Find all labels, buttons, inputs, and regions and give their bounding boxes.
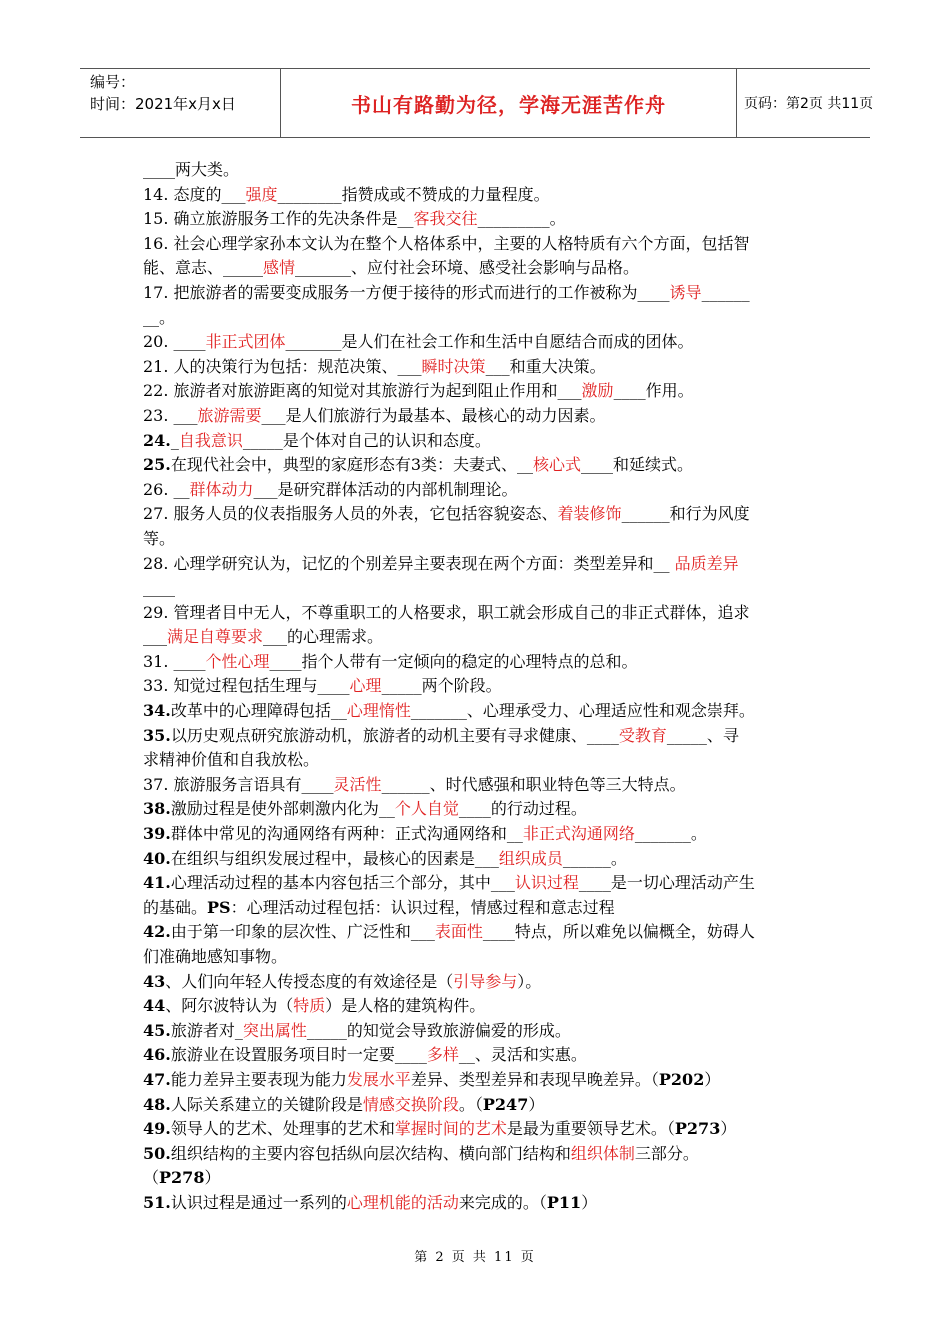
document-date: 时间：2021年x月x日 <box>90 95 236 113</box>
line-text: 旅游者对_ <box>170 1020 243 1040</box>
line-text: 14. 态度的___ <box>143 184 246 204</box>
text-line <box>143 822 813 847</box>
line-text: ______ <box>701 282 750 302</box>
line-text: 31. ____ <box>143 651 206 671</box>
line-text: ____是一切心理活动产生 <box>578 873 755 893</box>
line-text: 在现代社会中，典型的家庭形态有3类：夫妻式、__ <box>170 455 534 475</box>
line-text: P11 <box>546 1192 582 1212</box>
text-line <box>143 625 813 650</box>
text-line <box>143 724 813 749</box>
text-line <box>143 1019 813 1044</box>
line-text: 改革中的心理障碍包括__ <box>170 701 347 721</box>
line-text: ______、时代感强和职业特色等三大特点。 <box>381 774 686 794</box>
line-text: P273 <box>674 1119 721 1139</box>
answer-text: 瞬时决策 <box>421 356 486 376</box>
answer-text: 心理机能的活动 <box>346 1192 459 1212</box>
line-text: _____的知觉会导致旅游偏爱的形成。 <box>306 1020 571 1040</box>
document-number: 编号： <box>90 73 136 91</box>
line-text: 来完成的。（ <box>458 1192 547 1212</box>
line-text: ____和延续式。 <box>581 455 694 475</box>
text-line <box>143 748 813 773</box>
line-text: 能力差异主要表现为能力 <box>170 1069 347 1089</box>
line-text: ______和行为风度 <box>621 504 750 524</box>
line-text: 37. 旅游服务言语具有____ <box>143 774 334 794</box>
answer-text: 诱导 <box>669 282 702 302</box>
line-text: 求精神价值和自我放松。 <box>143 750 320 770</box>
header-motto: 书山有路勤为径，学海无涯苦作舟 <box>351 92 666 117</box>
text-line <box>143 306 813 331</box>
answer-text: 感情 <box>263 258 296 278</box>
line-text: 49. <box>143 1119 171 1139</box>
answer-text: 受教育 <box>618 725 667 745</box>
text-line <box>143 576 813 601</box>
text-line <box>143 527 813 552</box>
page-header <box>80 68 874 138</box>
text-line <box>143 797 813 822</box>
line-text: ） <box>528 1094 545 1114</box>
line-text: PS <box>207 897 231 917</box>
line-text: 认识过程是通过一系列的 <box>170 1192 347 1212</box>
line-text: 47. <box>143 1069 171 1089</box>
answer-text: 特质 <box>293 996 326 1016</box>
line-text: 在组织与组织发展过程中，最核心的因素是___ <box>170 848 499 868</box>
answer-text: 非正式沟通网络 <box>522 824 635 844</box>
text-line <box>143 355 813 380</box>
line-text: __、灵活和实惠。 <box>458 1045 587 1065</box>
line-text: 40. <box>143 848 171 868</box>
line-text: ____ <box>143 578 175 598</box>
text-line <box>143 453 813 478</box>
line-text: 29. 管理者目中无人，不尊重职工的人格要求，职工就会形成自己的非正式群体，追求 <box>143 602 750 622</box>
line-text: P202 <box>658 1069 705 1089</box>
line-text: 17. 把旅游者的需要变成服务一方便于接待的形式而进行的工作被称为____ <box>143 282 670 302</box>
answer-text: 掌握时间的艺术 <box>394 1119 507 1139</box>
line-text: ____特点，所以难免以偏概全，妨碍人 <box>482 922 755 942</box>
line-text: ________指赞成或不赞成的力量程度。 <box>277 184 550 204</box>
line-text: 42. <box>143 922 171 942</box>
line-text: 旅游业在设置服务项目时一定要____ <box>170 1045 427 1065</box>
text-line <box>143 281 813 306</box>
line-text: _______是人们在社会工作和生活中自愿结合而成的团体。 <box>285 332 694 352</box>
text-line <box>143 896 813 921</box>
text-line <box>143 1166 813 1191</box>
text-line <box>143 970 813 995</box>
line-text: 15. 确立旅游服务工作的先决条件是__ <box>143 209 414 229</box>
line-text: _ <box>170 430 179 450</box>
answer-text: 满足自尊要求 <box>167 627 264 647</box>
line-text: 领导人的艺术、处理事的艺术和 <box>170 1119 395 1139</box>
answer-text: 客我交往 <box>413 209 478 229</box>
answer-text: 群体动力 <box>189 479 254 499</box>
line-text: 35. <box>143 725 171 745</box>
text-line <box>143 158 813 183</box>
line-text: 组织结构的主要内容包括纵向层次结构、横向部门结构和 <box>170 1143 571 1163</box>
line-text: 39. <box>143 824 171 844</box>
line-text: 激励过程是使外部刺激内化为__ <box>170 799 395 819</box>
line-text: 50. <box>143 1143 171 1163</box>
line-text: ：心理活动过程包括：认识过程，情感过程和意志过程 <box>230 897 615 917</box>
header-page-cell <box>736 69 878 137</box>
header-motto-cell <box>280 69 737 137</box>
line-text: 能、意志、_____ <box>143 258 264 278</box>
text-line <box>143 552 813 577</box>
line-text: ___的心理需求。 <box>263 627 384 647</box>
text-line <box>143 429 813 454</box>
line-text: 44 <box>143 996 166 1016</box>
page-footer <box>0 1246 950 1265</box>
line-text: 、人们向年轻人传授态度的有效途径是（ <box>165 971 454 991</box>
line-text: 23. ___ <box>143 405 198 425</box>
line-text: _____、寻 <box>666 725 739 745</box>
line-text: ___和重大决策。 <box>485 356 606 376</box>
line-text: 34. <box>143 701 171 721</box>
text-line <box>143 1068 813 1093</box>
answer-text: 多样 <box>426 1045 459 1065</box>
line-text: ____的行动过程。 <box>458 799 587 819</box>
answer-text: 心理惰性 <box>346 701 411 721</box>
header-meta <box>80 69 280 139</box>
footer-page-number: 第 2 页 共 11 页 <box>414 1250 536 1265</box>
line-text: 51. <box>143 1192 171 1212</box>
line-text: 38. <box>143 799 171 819</box>
text-line <box>143 773 813 798</box>
answer-text: 强度 <box>245 184 278 204</box>
text-line <box>143 232 813 257</box>
line-text: 心理活动过程的基本内容包括三个部分，其中___ <box>170 873 515 893</box>
line-text: ） <box>581 1192 598 1212</box>
text-line <box>143 1191 813 1216</box>
answer-text: 情感交换阶段 <box>362 1094 459 1114</box>
text-line <box>143 207 813 232</box>
line-text: ___是研究群体活动的内部机制理论。 <box>253 479 518 499</box>
answer-text: 发展水平 <box>346 1069 411 1089</box>
text-line <box>143 674 813 699</box>
answer-text: 灵活性 <box>333 774 382 794</box>
text-line <box>143 1093 813 1118</box>
line-text: P247 <box>482 1094 529 1114</box>
line-text: ）是人格的建筑构件。 <box>325 996 486 1016</box>
text-line <box>143 1043 813 1068</box>
line-text: 人际关系建立的关键阶段是 <box>170 1094 363 1114</box>
answer-text: 激励 <box>581 381 614 401</box>
line-text: ___是人们旅游行为最基本、最核心的动力因素。 <box>261 405 606 425</box>
answer-text: 组织体制 <box>570 1143 635 1163</box>
line-text: ） <box>720 1119 737 1139</box>
answer-text: 非正式团体 <box>205 332 286 352</box>
line-text: 的基础。 <box>143 897 208 917</box>
answer-text: 引导参与 <box>453 971 518 991</box>
line-text: _______、心理承受力、心理适应性和观念崇拜。 <box>410 701 755 721</box>
line-text: ）。 <box>517 971 542 991</box>
line-text: 、阿尔波特认为（ <box>165 996 294 1016</box>
line-text: 43 <box>143 971 166 991</box>
line-text: 是最为重要领导艺术。（ <box>506 1119 675 1139</box>
line-text: 群体中常见的沟通网络有两种：正式沟通网络和__ <box>170 824 523 844</box>
line-text: 25. <box>143 455 171 475</box>
text-line <box>143 404 813 429</box>
line-text: （ <box>143 1168 160 1188</box>
header-page-label: 页码：第2页 共11页 <box>744 96 874 112</box>
text-line <box>143 379 813 404</box>
text-line <box>143 699 813 724</box>
line-text: _______、应付社会环境、感受社会影响与品格。 <box>295 258 640 278</box>
text-line <box>143 1142 813 1167</box>
text-line <box>143 502 813 527</box>
line-text: ____指个人带有一定倾向的稳定的心理特点的总和。 <box>269 651 638 671</box>
answer-text: 旅游需要 <box>197 405 262 425</box>
answer-text: 自我意识 <box>178 430 243 450</box>
line-text: 们准确地感知事物。 <box>143 947 288 966</box>
text-line <box>143 183 813 208</box>
line-text: 46. <box>143 1045 171 1065</box>
answer-text: 突出属性 <box>242 1020 307 1040</box>
line-text: 28. 心理学研究认为，记忆的个别差异主要表现在两个方面：类型差异和__ <box>143 553 675 573</box>
line-text: ____作用。 <box>613 381 694 401</box>
line-text: 26. __ <box>143 479 190 499</box>
line-text: 20. ____ <box>143 332 206 352</box>
text-line <box>143 945 813 970</box>
line-text: ___ <box>143 627 167 647</box>
answer-text: 个性心理 <box>205 651 270 671</box>
line-text: ） <box>204 1168 221 1188</box>
text-line <box>143 330 813 355</box>
text-line <box>143 256 813 281</box>
text-line <box>143 994 813 1019</box>
line-text: 45. <box>143 1020 171 1040</box>
line-text: 三部分。 <box>634 1143 699 1163</box>
answer-text: 认识过程 <box>514 873 579 893</box>
line-text: ______。 <box>562 848 627 868</box>
text-line <box>143 871 813 896</box>
line-text: 由于第一印象的层次性、广泛性和___ <box>170 922 435 942</box>
text-line <box>143 650 813 675</box>
line-text: __。 <box>143 307 176 327</box>
line-text: P278 <box>159 1168 205 1188</box>
answer-text: 表面性 <box>434 922 483 942</box>
text-line <box>143 1117 813 1142</box>
line-text: 41. <box>143 873 171 893</box>
line-text: _____是个体对自己的认识和态度。 <box>242 430 491 450</box>
line-text: 以历史观点研究旅游动机，旅游者的动机主要有寻求健康、____ <box>170 725 619 745</box>
line-text: _______。 <box>634 824 707 844</box>
line-text: 27. 服务人员的仪表指服务人员的外表，它包括容貌姿态、 <box>143 504 558 524</box>
line-text: 33. 知觉过程包括生理与____ <box>143 676 350 696</box>
line-text: 差异、类型差异和表现早晚差异。（ <box>410 1069 659 1089</box>
line-text: 16. 社会心理学家孙本文认为在整个人格体系中，主要的人格特质有六个方面，包括智 <box>143 233 750 253</box>
line-text: ） <box>704 1069 721 1089</box>
answer-text: 着装修饰 <box>557 504 622 524</box>
answer-text: 心理 <box>349 676 382 696</box>
line-text: _____两个阶段。 <box>381 676 502 696</box>
answer-text: 组织成员 <box>498 848 563 868</box>
line-text: ____两大类。 <box>143 160 240 179</box>
document-body <box>143 158 813 1216</box>
line-text: 48. <box>143 1094 171 1114</box>
line-text: 。（ <box>458 1094 483 1114</box>
line-text: 21. 人的决策行为包括：规范决策、___ <box>143 356 422 376</box>
line-text: _________。 <box>477 209 566 229</box>
text-line <box>143 478 813 503</box>
answer-text: 品质差异 <box>674 553 739 573</box>
answer-text: 核心式 <box>533 455 582 475</box>
text-line <box>143 601 813 626</box>
line-text: 等。 <box>143 528 176 548</box>
line-text: 22. 旅游者对旅游距离的知觉对其旅游行为起到阻止作用和___ <box>143 381 582 401</box>
line-text: 24. <box>143 430 171 450</box>
text-line <box>143 920 813 945</box>
text-line <box>143 847 813 872</box>
answer-text: 个人自觉 <box>394 799 459 819</box>
